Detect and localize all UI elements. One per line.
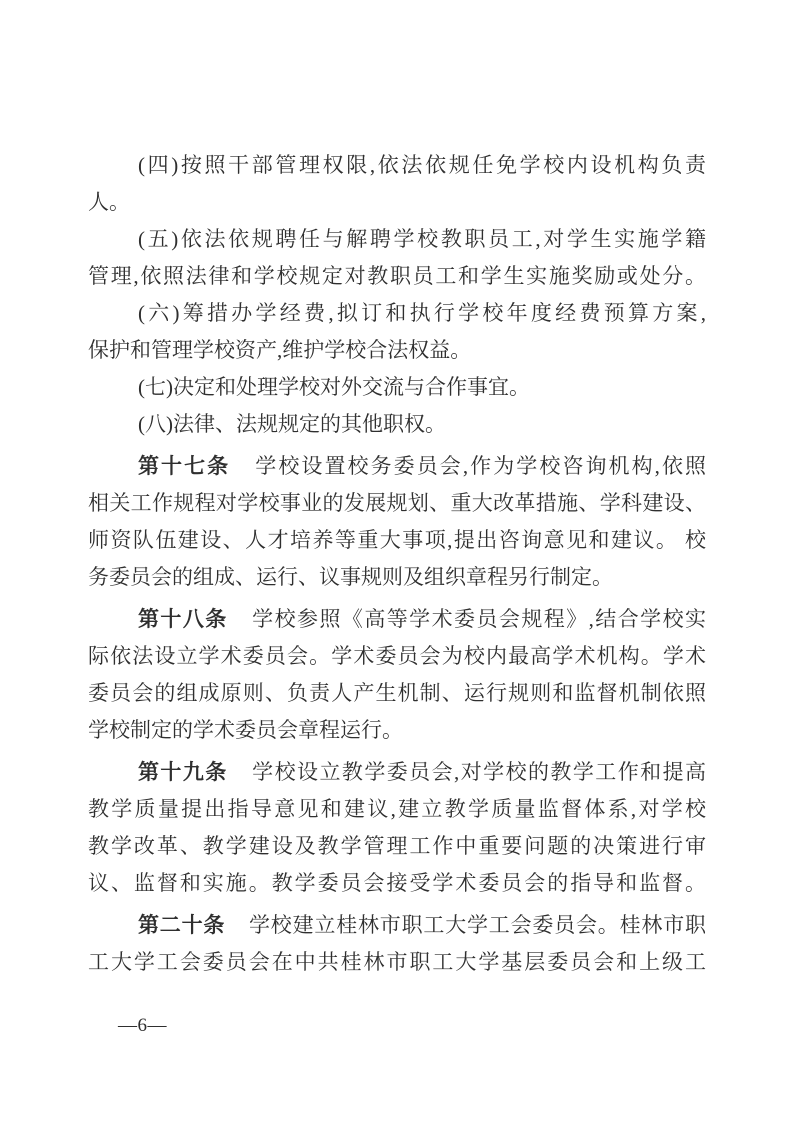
paragraph-article-17 (88, 448, 706, 596)
text-line: (六)筹措办学经费,拟订和执行学校年度经费预算方案, (138, 301, 706, 325)
text-line: 教学质量提出指导意见和建议,建立教学质量监督体系,对学校 (88, 797, 706, 821)
text-line: 议、监督和实施。教学委员会接受学术委员会的指导和监督。 (88, 871, 706, 895)
text-line: 师资队伍建设、人才培养等重大事项,提出咨询意见和建议。 校 (88, 528, 706, 552)
text-line: 工大学工会委员会在中共桂林市职工大学基层委员会和上级工 (88, 950, 706, 974)
text-line: 教学改革、教学建设及教学管理工作中重要问题的决策进行审 (88, 834, 706, 858)
text-line: 保护和管理学校资产,维护学校合法权益。 (88, 338, 472, 362)
article-number: 第十七条 (138, 454, 231, 478)
text-line: (八)法律、法规规定的其他职权。 (138, 412, 446, 436)
text-line: 相关工作规程对学校事业的发展规划、重大改革措施、学科建设、 (88, 491, 706, 515)
line-text: 学校建立桂林市职工大学工会委员会。桂林市职 (248, 913, 707, 937)
text-line: (七)决定和处理学校对外交流与合作事宜。 (138, 375, 530, 399)
paragraph-clause-8 (88, 406, 706, 443)
article-number: 第十九条 (138, 760, 228, 784)
document-body (88, 147, 706, 981)
text-line: (五)依法依规聘任与解聘学校教职员工,对学生实施学籍 (138, 227, 706, 251)
paragraph-clause-5 (88, 221, 706, 295)
text-line: 际依法设立学术委员会。学术委员会为校内最高学术机构。学术 (88, 644, 706, 668)
paragraph-clause-6 (88, 295, 706, 369)
text-line: 人。 (88, 190, 130, 214)
text-line: 委员会的组成原则、负责人产生机制、运行规则和监督机制依照 (88, 681, 706, 705)
line-text: 学校设立教学委员会,对学校的教学工作和提高 (250, 760, 707, 784)
text-line (88, 754, 706, 791)
line-text: 学校参照《高等学术委员会规程》,结合学校实 (250, 607, 707, 631)
text-line (88, 601, 706, 638)
text-line: 学校制定的学术委员会章程运行。 (88, 718, 403, 742)
paragraph-clause-4 (88, 147, 706, 221)
article-number: 第十八条 (138, 607, 228, 631)
line-text: 学校设置校务委员会,作为学校咨询机构,依照 (253, 454, 707, 478)
text-line: (四)按照干部管理权限,依法依规任免学校内设机构负责 (138, 153, 706, 177)
text-line: 务委员会的组成、运行、议事规则及组织章程另行制定。 (88, 565, 613, 589)
text-line: 管理,依照法律和学校规定对教职员工和学生实施奖励或处分。 (88, 264, 706, 288)
paragraph-article-18 (88, 601, 706, 749)
text-line (88, 907, 706, 944)
paragraph-article-19 (88, 754, 706, 902)
article-number: 第二十条 (138, 913, 226, 937)
text-line (88, 448, 706, 485)
paragraph-clause-7 (88, 369, 706, 406)
page-number: —6— (118, 1015, 167, 1036)
paragraph-article-20 (88, 907, 706, 981)
